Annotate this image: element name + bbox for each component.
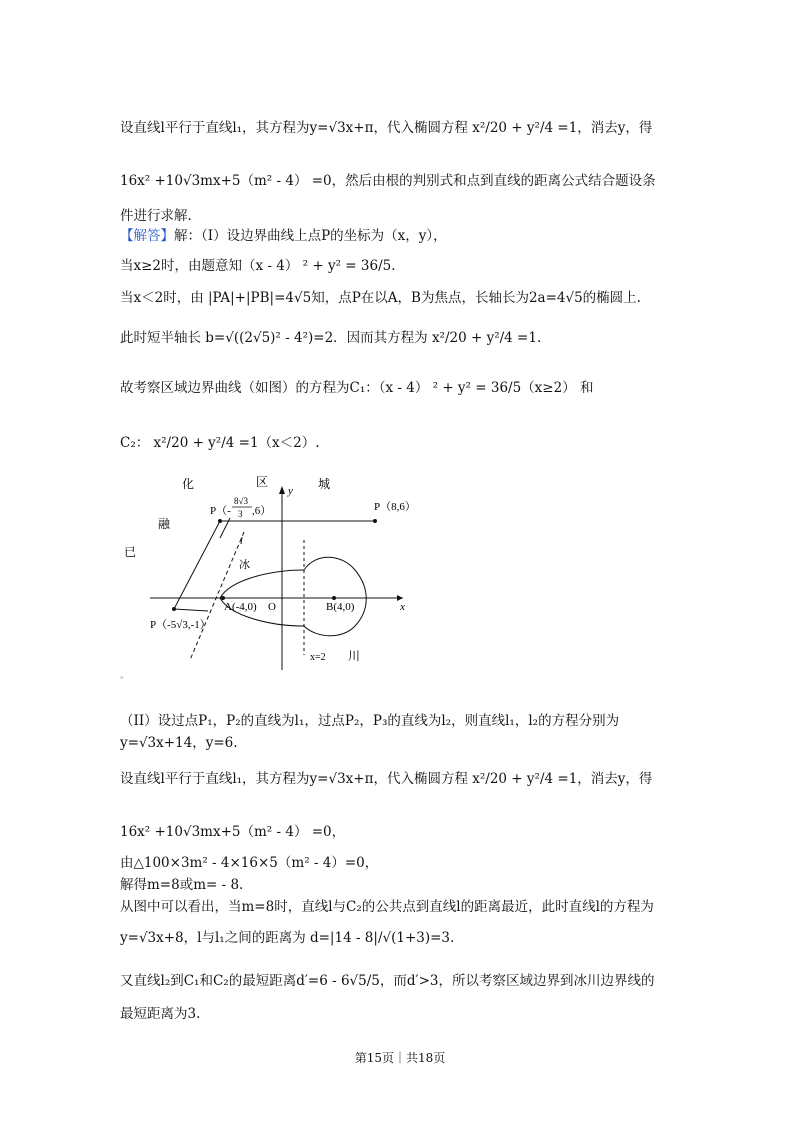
label-bing: 冰 [239,559,250,571]
text-line-7: 此时短半轴长 b=√((2√5)² - 4²)=2．因而其方程为 x²/20 + y²/4 =1. [120,330,542,346]
answer-tag: 【解答】 [120,228,174,244]
label-B: B(4,0) [326,601,355,613]
text-line-8: 故考察区域边界曲线（如图）的方程为C₁：（x - 4） ² + y² = 36/5（x≥2） 和 [120,380,594,396]
label-cheng: 城 [318,477,331,491]
label-qu: 区 [256,475,269,489]
label-P3: P（- [210,505,231,517]
text-line-2: 16x² +10√3mx+5（m² - 4） =0，然后由根的判别式和点到直线的距离公式结合题设条 [120,173,656,189]
label-P1: P（-5√3,-1） [150,619,211,631]
line-l-dashed [190,532,244,660]
label-l: l [240,536,243,547]
text-line-13: 16x² +10√3mx+5（m² - 4） =0， [120,824,346,840]
label-A: A(-4,0) [224,601,257,613]
point-B [332,596,336,600]
text-line-1: 设直线l平行于直线l₁，其方程为y=√3x+π，代入椭圆方程 x²/20 + y²/4 =1，消去y，得 [120,120,653,136]
text-line-9: C₂： x²/20 + y²/4 =1（x＜2）. [120,435,320,451]
text-line-5: 当x≥2时，由题意知（x - 4） ² + y² = 36/5. [120,258,396,274]
text-line-14: 由△100×3m² - 4×16×5（m² - 4）=0， [120,855,379,871]
point-P3 [218,519,222,523]
point-P2 [373,519,377,523]
text-line-11: y=√3x+14，y=6. [120,735,238,751]
point-A [221,596,225,600]
geometry-figure [120,470,420,675]
point-P1 [172,607,176,611]
label-y: y [288,485,293,497]
label-hua: 化 [182,477,195,491]
tiny-mark: " [120,676,124,684]
page-footer: 第15页｜共18页 [354,1051,446,1065]
text-line-3: 件进行求解. [120,208,192,224]
label-origin: O [268,601,276,613]
text-line-18: 又直线l₂到C₁和C₂的最短距离d′=6 - 6√5/5，而d′>3，所以考察区域边界到冰川边界线的 [120,973,655,989]
label-yi: 已 [124,545,137,559]
text-line-19: 最短距离为3. [120,1006,201,1022]
text-line-10: （II）设过点P₁，P₂的直线为l₁，过点P₂，P₃的直线为l₂，则直线l₁，l₂的方程分别为 [120,713,620,729]
y-axis-arrow [279,486,285,494]
label-P3-tail: ,6） [252,505,272,517]
answer-line [120,228,447,244]
text-line-12: 设直线l平行于直线l₁，其方程为y=√3x+π，代入椭圆方程 x²/20 + y²/4 =1，消去y，得 [120,771,653,787]
label-rong: 融 [158,517,171,531]
text-line-16: 从图中可以看出，当m=8时，直线l与C₂的公共点到直线l的距离最近，此时直线l的方程为 [120,899,654,915]
line-l1 [174,521,220,609]
text-line-6: 当x＜2时，由 |PA|+|PB|=4√5知，点P在以A，B为焦点，长轴长为2a=4√5的椭圆上. [120,290,641,306]
label-x2: x=2 [310,652,326,663]
label-P2: P（8,6） [374,501,416,513]
label-x: x [400,601,405,613]
text-line-15: 解得m=8或m= - 8. [120,877,244,893]
label-P3-den: 3 [238,509,243,519]
text-line-17: y=√3x+8，l与l₁之间的距离为 d=|14 - 8|/√(1+3)=3. [120,930,455,946]
label-P3-num: 8√3 [234,496,248,506]
label-chuan: 川 [348,649,361,663]
line-l1-lower [174,609,208,611]
answer-text: 解：（I）设边界曲线上点P的坐标为（x，y）， [174,228,447,244]
